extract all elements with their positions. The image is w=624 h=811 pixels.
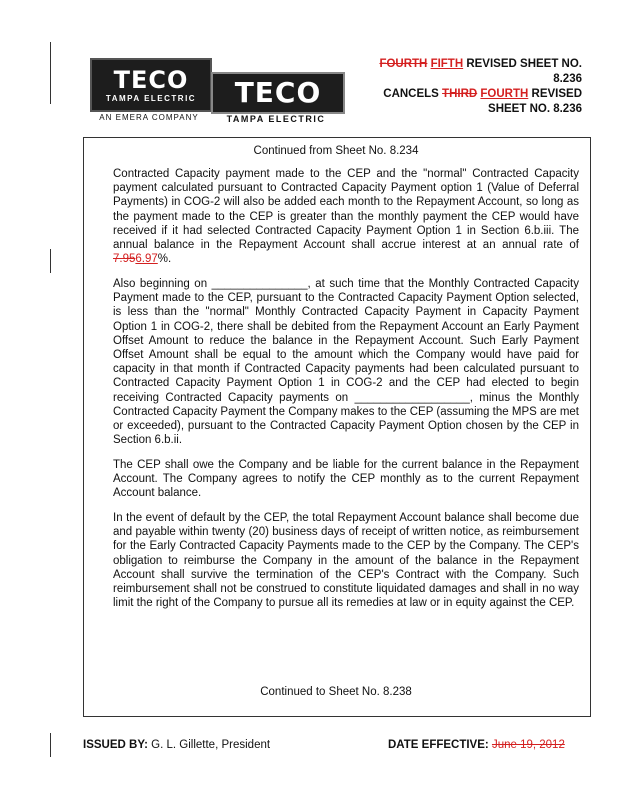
date-effective-value: June 19, 2012	[491, 739, 565, 751]
issued-by	[83, 739, 270, 751]
continued-to: Continued to Sheet No. 8.238	[260, 686, 412, 698]
logo-left-word: TECO	[113, 66, 189, 94]
paragraph-1: Contracted Capacity payment made to the CEP and the "normal" Contracted Capacity payment calculated pursuant to Contracted Capacity Payment option 1 (Value of Deferral Payments) in COG-2 will also be added each month to the Repayment Account, so long as the payment made to the CEP is greater than the monthly payment the CEP would have received if it had selected Contracted Capacity Payment Option 1 in Section 6.b.iii. The annual balance in the Repayment Account shall accrue interest at an annual rate of 7.956.97%.	[113, 168, 579, 266]
issued-by-name: G. L. Gillette, President	[147, 739, 271, 751]
header-new-revision: FIFTH	[430, 58, 464, 70]
header-sheet-number: 8.236	[553, 73, 582, 85]
issued-by-label: ISSUED BY:	[83, 739, 148, 751]
paragraph-2: Also beginning on _______________, at such time that the Monthly Contracted Capacity Payment made to the CEP, pursuant to the Contracted Capacity Payment Option selected, is less than the "normal" Monthly Contracted Capacity Payment in Capacity Payment Option 1 in COG-2, there shall be debited from the Repayment Account an Early Payment Offset Amount to reduce the balance in the Repayment Account. Such Early Payment Offset Amount shall be equal to the amount which the Company would have paid for capacity in that month if Contracted Capacity payments had been calculated pursuant to Contracted Capacity Payment Option 1 in COG-2 and the CEP had elected to begin receiving Contracted Capacity payments on __________________, minus the Monthly Contracted Capacity Payment the Company makes to the CEP (assuming the MPS are met or exceeded), pursuant to the Contracted Capacity Payment Option chosen by the CEP in Section 6.b.ii.	[113, 278, 579, 447]
date-effective-label: DATE EFFECTIVE:	[388, 739, 489, 751]
revision-bar-middle	[50, 249, 51, 273]
logo-left-sub: TAMPA ELECTRIC	[105, 94, 197, 103]
revision-bar-bottom	[50, 733, 51, 757]
continued-from: Continued from Sheet No. 8.234	[253, 145, 419, 157]
teco-logo-left	[90, 58, 212, 112]
paragraph-4: In the event of default by the CEP, the total Repayment Account balance shall become due and payable within twenty (20) business days of receipt of written notice, as reimbursement for the Early Contracted Capacity Payments made to the CEP by the Company. The CEP's obligation to reimburse the Company in the amount of the balance in the Repayment Account shall survive the termination of the CEP's Contract with the Company. Such reimbursement shall not be construed to constitute liquidated damages and shall in no way limit the right of the Company to pursue all its remedies at law or in equity against the CEP.	[113, 512, 579, 610]
sheet-header: FOURTH FIFTH REVISED SHEET NO. 8.236 CANCELS THIRD FOURTH REVISED SHEET NO. 8.236	[352, 57, 582, 117]
logo-right-word: TECO	[234, 76, 322, 109]
header-cancels-sheet: SHEET NO. 8.236	[488, 103, 582, 115]
old-interest-rate: 7.95	[113, 253, 136, 266]
header-old-revision: FOURTH	[379, 58, 428, 70]
new-interest-rate: 6.97	[135, 253, 158, 266]
teco-logo-right	[211, 72, 345, 114]
date-effective	[388, 739, 565, 751]
logo-right-sub: TAMPA ELECTRIC	[226, 114, 326, 124]
emera-company-label: AN EMERA COMPANY	[99, 113, 199, 122]
revision-bar-top	[50, 42, 51, 104]
paragraph-3: The CEP shall owe the Company and be liable for the current balance in the Repayment Account. The Company agrees to notify the CEP monthly as to the current Repayment Account balance.	[113, 459, 579, 500]
